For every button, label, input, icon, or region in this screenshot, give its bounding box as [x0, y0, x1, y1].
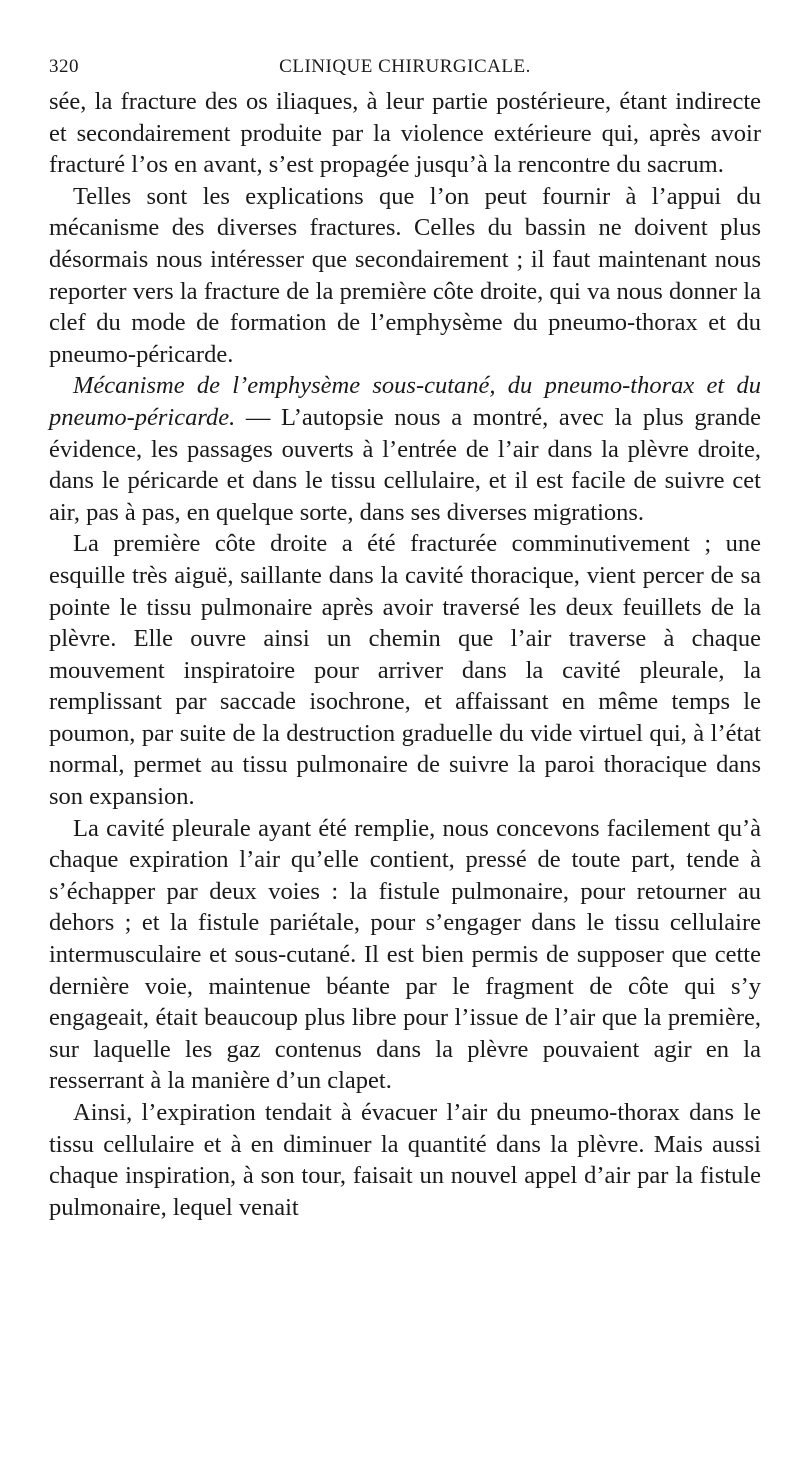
paragraph-explications: [49, 181, 761, 371]
paragraph-text: La première côte droite a été fracturée comminutivement ; une esquille très aiguë, saillante dans la cavité thoracique, vient percer de sa pointe le tissu pulmonaire après avoir traversé les deux feuillets de la plèvre. Elle ouvre ainsi un chemin que l’air traverse à chaque mouvement inspiratoire pour arriver dans la cavité pleurale, la remplissant par saccade isochrone, et affaissant en même temps le poumon, par suite de la destruction graduelle du vide virtuel qui, à l’état normal, permet au tissu pulmonaire de suivre la paroi thoracique dans son expansion.: [49, 530, 761, 811]
paragraph-cavite-pleurale: [49, 813, 761, 1097]
paragraph-text: sée, la fracture des os iliaques, à leur partie postérieure, étant indirecte et secondairement produite par la violence extérieure qui, après avoir fracturé l’os en avant, s’est propagée jusqu’à la rencontre du sacrum.: [49, 88, 761, 179]
running-head: [49, 56, 761, 86]
paragraph-expiration: [49, 1097, 761, 1223]
book-page: [49, 56, 761, 1223]
paragraph-continuation: [49, 86, 761, 181]
section-heading-italic: Mécanisme de l’emphysème sous-cutané, du pneumo-thorax et du pneumo-péricarde.: [49, 372, 761, 431]
paragraph-text: Telles sont les explications que l’on peut fournir à l’appui du mécanisme des diverses fractures. Celles du bassin ne doivent plus désormais nous intéresser que secondairement ; il faut maintenant nous reporter vers la fracture de la première côte droite, qui va nous donner la clef du mode de formation de l’emphysème du pneumo-thorax et du pneumo-péricarde.: [49, 182, 761, 368]
page-number: 320: [49, 56, 79, 77]
paragraph-mecanisme: [49, 370, 761, 528]
paragraph-premiere-cote: [49, 528, 761, 812]
body-text: [49, 86, 761, 1223]
running-title: CLINIQUE CHIRURGICALE.: [279, 56, 531, 77]
paragraph-text: — L’autopsie nous a montré, avec la plus grande évidence, les passages ouverts à l’entrée de l’air dans la plèvre droite, dans le péricarde et dans le tissu cellulaire, et il est facile de suivre cet air, pas à pas, en quelque sorte, dans ses diverses migrations.: [49, 403, 761, 526]
paragraph-text: Ainsi, l’expiration tendait à évacuer l’air du pneumo-thorax dans le tissu cellulaire et à en diminuer la quantité dans la plèvre. Mais aussi chaque inspiration, à son tour, faisait un nouvel appel d’air par la fistule pulmonaire, lequel venait: [49, 1099, 761, 1221]
paragraph-text: La cavité pleurale ayant été remplie, nous concevons facilement qu’à chaque expiration l’air qu’elle contient, pressé de toute part, tende à s’échapper par deux voies : la fistule pulmonaire, pour retourner au dehors ; et la fistule pariétale, pour s’engager dans le tissu cellulaire intermusculaire et sous-cutané. Il est bien permis de supposer que cette dernière voie, maintenue béante par le fragment de côte qui s’y engageait, était beaucoup plus libre pour l’issue de l’air que la première, sur laquelle les gaz contenus dans la plèvre pouvaient agir en la resserrant à la manière d’un clapet.: [49, 814, 761, 1095]
